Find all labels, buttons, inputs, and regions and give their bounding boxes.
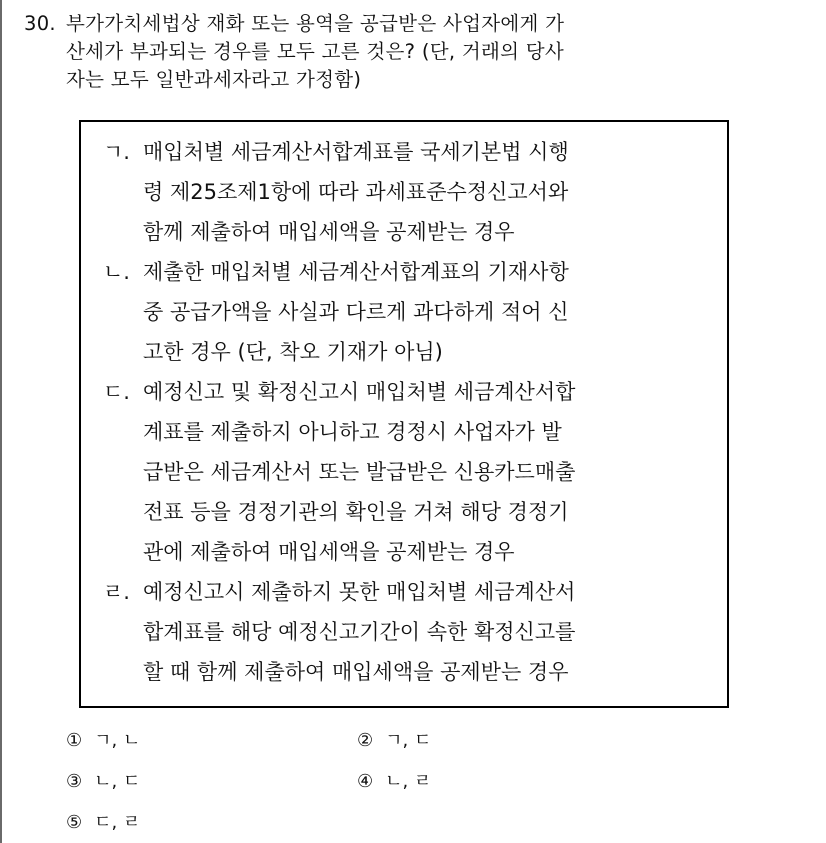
statement-box [79,120,729,708]
item-mark: ㄹ. [103,580,130,604]
question-line-1 [24,10,784,38]
item-line: 계표를 제출하지 아니하고 경정시 사업자가 발 [143,420,562,444]
question-line-3: 자는 모두 일반과세자라고 가정함) [66,68,362,91]
item-line: 관에 제출하여 매입세액을 공제받는 경우 [143,540,515,564]
statement-item-nieun [93,252,717,372]
item-mark: ㄴ. [103,260,130,284]
item-mark: ㄱ. [103,140,130,164]
item-line: 제출한 매입처별 세금계산서합계표의 기재사항 [143,260,569,284]
choice-3[interactable] [66,767,140,793]
item-line: 중 공급가액을 사실과 다르게 과다하게 적어 신 [143,300,569,324]
statement-item-giyeok [93,132,717,252]
choice-number: ① [66,730,83,751]
statement-item-rieul [93,572,717,692]
item-line: 함께 제출하여 매입세액을 공제받는 경우 [143,220,515,244]
item-line: 고한 경우 (단, 착오 기재가 아님) [143,340,443,364]
item-line: 매입처별 세금계산서합계표를 국세기본법 시행 [143,140,569,164]
item-line: 할 때 함께 제출하여 매입세액을 공제받는 경우 [143,660,569,684]
item-line: 급받은 세금계산서 또는 발급받은 신용카드매출 [143,460,576,484]
statement-item-digeut [93,372,717,572]
question-stem [24,10,784,94]
item-mark: ㄷ. [103,380,130,404]
item-line: 예정신고시 제출하지 못한 매입처별 세금계산서 [143,580,576,604]
choice-text: ㄷ, ㄹ [94,812,141,833]
question-text: 부가가치세법상 재화 또는 용역을 공급받은 사업자에게 가 [66,12,565,35]
item-line: 합계표를 해당 예정신고기간이 속한 확정신고를 [143,620,576,644]
item-line: 전표 등을 경정기관의 확인을 거쳐 해당 경정기 [143,500,569,524]
choice-text: ㄴ, ㄷ [94,771,141,792]
question-number: 30. [24,12,56,35]
choice-text: ㄱ, ㄴ [94,730,141,751]
choice-number: ② [357,730,374,751]
choice-number: ⑤ [66,812,83,833]
choice-2[interactable] [357,726,431,752]
question-line-2: 산세가 부과되는 경우를 모두 고른 것은? (단, 거래의 당사 [66,40,565,63]
choice-text: ㄱ, ㄷ [385,730,432,751]
choice-4[interactable] [357,767,431,793]
choice-text: ㄴ, ㄹ [385,771,432,792]
item-line: 령 제25조제1항에 따라 과세표준수정신고서와 [143,180,569,204]
choice-1[interactable] [66,726,140,752]
choice-number: ④ [357,771,374,792]
item-line: 예정신고 및 확정신고시 매입처별 세금계산서합 [143,380,576,404]
choice-5[interactable] [66,808,140,834]
choice-number: ③ [66,771,83,792]
